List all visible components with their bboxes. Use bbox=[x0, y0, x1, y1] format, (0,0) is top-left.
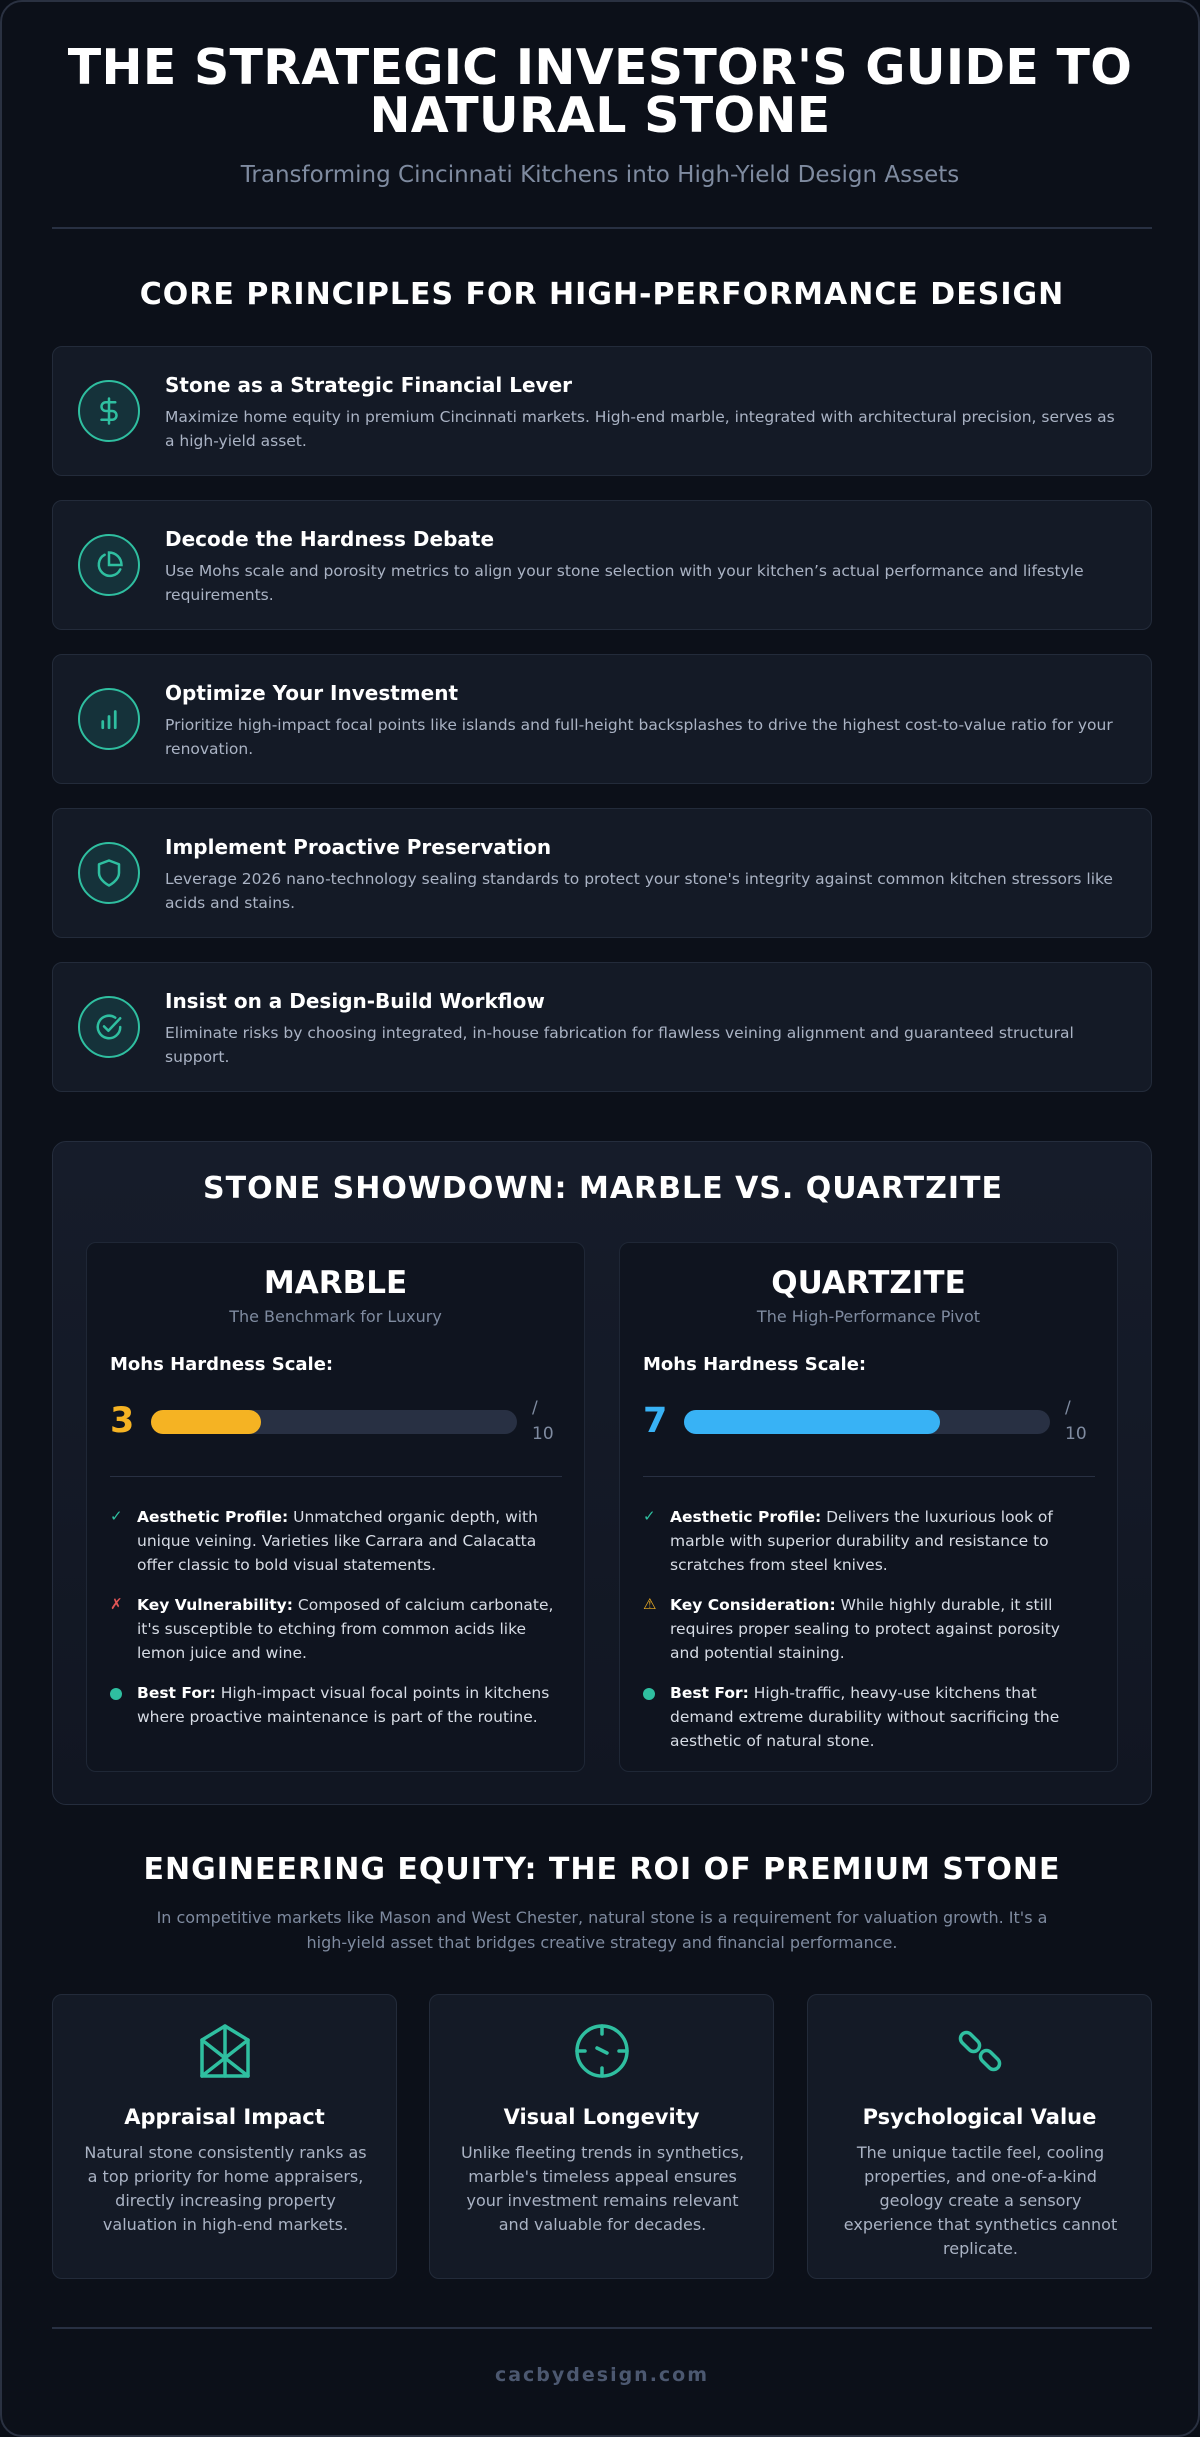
principle-title: Implement Proactive Preservation bbox=[165, 835, 552, 859]
bullet-label: Best For: bbox=[670, 1684, 749, 1702]
footer-divider bbox=[52, 2327, 1152, 2329]
roi-card-title: Appraisal Impact bbox=[124, 2105, 325, 2129]
mohs-score: 7 bbox=[643, 1401, 668, 1441]
check-circle-icon bbox=[78, 996, 140, 1058]
hardness-bar bbox=[151, 1410, 517, 1434]
roi-subtitle: In competitive markets like Mason and West Chester, natural stone is a requirement for valuation growth. It's a high-yield asset that bridges creative strategy and financial performance. bbox=[156, 1908, 1048, 1952]
roi-card bbox=[52, 1994, 397, 2279]
bullet-text: While highly durable, it still requires proper sealing to protect against porosity and potential staining. bbox=[670, 1596, 1060, 1662]
stone-bullet bbox=[643, 1681, 1093, 1753]
page-title: THE STRATEGIC INVESTOR'S GUIDE TO NATURAL STONE bbox=[67, 39, 1133, 144]
mohs-score: 3 bbox=[110, 1401, 135, 1441]
bar-chart-icon bbox=[78, 688, 140, 750]
principle-title: Optimize Your Investment bbox=[165, 681, 458, 705]
roi-card-description: The unique tactile feel, cooling properties, and one-of-a-kind geology create a sensory experience that synthetics cannot replicate. bbox=[843, 2143, 1118, 2258]
shield-icon bbox=[78, 842, 140, 904]
header-divider bbox=[52, 227, 1152, 229]
stone-bullet bbox=[110, 1505, 560, 1577]
stone-showdown-panel bbox=[52, 1141, 1152, 1805]
roi-card-title: Psychological Value bbox=[862, 2105, 1097, 2129]
bullet-text: High-traffic, heavy-use kitchens that demand extreme durability without sacrificing the aesthetic of natural stone. bbox=[670, 1684, 1060, 1750]
page-subtitle: Transforming Cincinnati Kitchens into High-Yield Design Assets bbox=[240, 162, 960, 188]
showdown-section-title: STONE SHOWDOWN: MARBLE VS. QUARTZITE bbox=[203, 1171, 1003, 1206]
hardness-bar-fill bbox=[151, 1410, 261, 1434]
stone-bullet bbox=[110, 1593, 560, 1665]
bullet-label: Best For: bbox=[137, 1684, 216, 1702]
principle-title: Insist on a Design-Build Workflow bbox=[165, 989, 545, 1013]
hero-header bbox=[2, 2, 1198, 188]
stone-name: QUARTZITE bbox=[771, 1265, 966, 1301]
clock-icon bbox=[430, 2022, 773, 2082]
hardness-bar bbox=[684, 1410, 1050, 1434]
principle-card bbox=[52, 500, 1152, 630]
bullet-label: Aesthetic Profile: bbox=[137, 1508, 289, 1526]
stone-bullet bbox=[643, 1593, 1093, 1665]
principle-description: Maximize home equity in premium Cincinnati markets. High-end marble, integrated with architectural precision, serves as a high-yield asset. bbox=[165, 408, 1115, 450]
principle-title: Decode the Hardness Debate bbox=[165, 527, 495, 551]
stone-bullet bbox=[110, 1681, 560, 1729]
warning-icon: ⚠ bbox=[643, 1595, 657, 1613]
stone-tagline: The High-Performance Pivot bbox=[756, 1307, 981, 1326]
principle-card bbox=[52, 654, 1152, 784]
mohs-label: Mohs Hardness Scale: bbox=[643, 1354, 867, 1375]
principles-section-title: CORE PRINCIPLES FOR HIGH-PERFORMANCE DESIGN bbox=[139, 277, 1065, 312]
bullet-label: Key Vulnerability: bbox=[137, 1596, 293, 1614]
cross-icon: ✗ bbox=[110, 1595, 123, 1613]
dot-icon bbox=[643, 1683, 661, 1704]
house-icon bbox=[53, 2022, 396, 2082]
mohs-scale-max: / 10 bbox=[532, 1398, 554, 1444]
roi-card-description: Unlike fleeting trends in synthetics, marble's timeless appeal ensures your investment remains relevant and valuable for decades. bbox=[460, 2143, 745, 2234]
roi-section-title: ENGINEERING EQUITY: THE ROI OF PREMIUM STONE bbox=[143, 1852, 1061, 1887]
bullet-text: Unmatched organic depth, with unique veining. Varieties like Carrara and Calacatta offer classic to bold visual statements. bbox=[137, 1508, 538, 1574]
principle-card bbox=[52, 962, 1152, 1092]
roi-card bbox=[807, 1994, 1152, 2279]
bullet-text: High-impact visual focal points in kitchens where proactive maintenance is part of the routine. bbox=[137, 1684, 550, 1726]
dot-icon bbox=[110, 1683, 128, 1704]
principle-description: Leverage 2026 nano-technology sealing standards to protect your stone's integrity against common kitchen stressors like acids and stains. bbox=[165, 870, 1113, 912]
stone-name: MARBLE bbox=[263, 1265, 408, 1301]
link-icon bbox=[808, 2022, 1151, 2082]
principle-title: Stone as a Strategic Financial Lever bbox=[165, 373, 573, 397]
bullet-label: Aesthetic Profile: bbox=[670, 1508, 822, 1526]
mohs-scale-max: / 10 bbox=[1065, 1398, 1087, 1444]
marble-card bbox=[86, 1242, 585, 1772]
quartzite-card bbox=[619, 1242, 1118, 1772]
card-divider bbox=[643, 1476, 1095, 1477]
principle-card bbox=[52, 346, 1152, 476]
pie-chart-icon bbox=[78, 534, 140, 596]
roi-card bbox=[429, 1994, 774, 2279]
bullet-text: Delivers the luxurious look of marble with superior durability and resistance to scratches from steel knives. bbox=[670, 1508, 1053, 1574]
mohs-label: Mohs Hardness Scale: bbox=[110, 1354, 334, 1375]
check-icon: ✓ bbox=[110, 1507, 123, 1525]
principle-card bbox=[52, 808, 1152, 938]
roi-card-title: Visual Longevity bbox=[503, 2105, 700, 2129]
bullet-text: Composed of calcium carbonate, it's susceptible to etching from common acids like lemon juice and wine. bbox=[137, 1596, 554, 1662]
principle-description: Prioritize high-impact focal points like islands and full-height backsplashes to drive the highest cost-to-value ratio for your renovation. bbox=[165, 716, 1113, 758]
stone-bullet bbox=[643, 1505, 1093, 1577]
footer-website: cacbydesign.com bbox=[494, 2364, 710, 2386]
principle-description: Eliminate risks by choosing integrated, in-house fabrication for flawless veining alignment and guaranteed structural support. bbox=[165, 1024, 1074, 1066]
stone-tagline: The Benchmark for Luxury bbox=[229, 1307, 442, 1326]
bullet-label: Key Consideration: bbox=[670, 1596, 836, 1614]
roi-card-description: Natural stone consistently ranks as a top priority for home appraisers, directly increasing property valuation in high-end markets. bbox=[84, 2143, 367, 2234]
dollar-icon bbox=[78, 380, 140, 442]
card-divider bbox=[110, 1476, 562, 1477]
hardness-bar-fill bbox=[684, 1410, 940, 1434]
principle-description: Use Mohs scale and porosity metrics to align your stone selection with your kitchen’s actual performance and lifestyle requirements. bbox=[165, 562, 1084, 604]
check-icon: ✓ bbox=[643, 1507, 656, 1525]
